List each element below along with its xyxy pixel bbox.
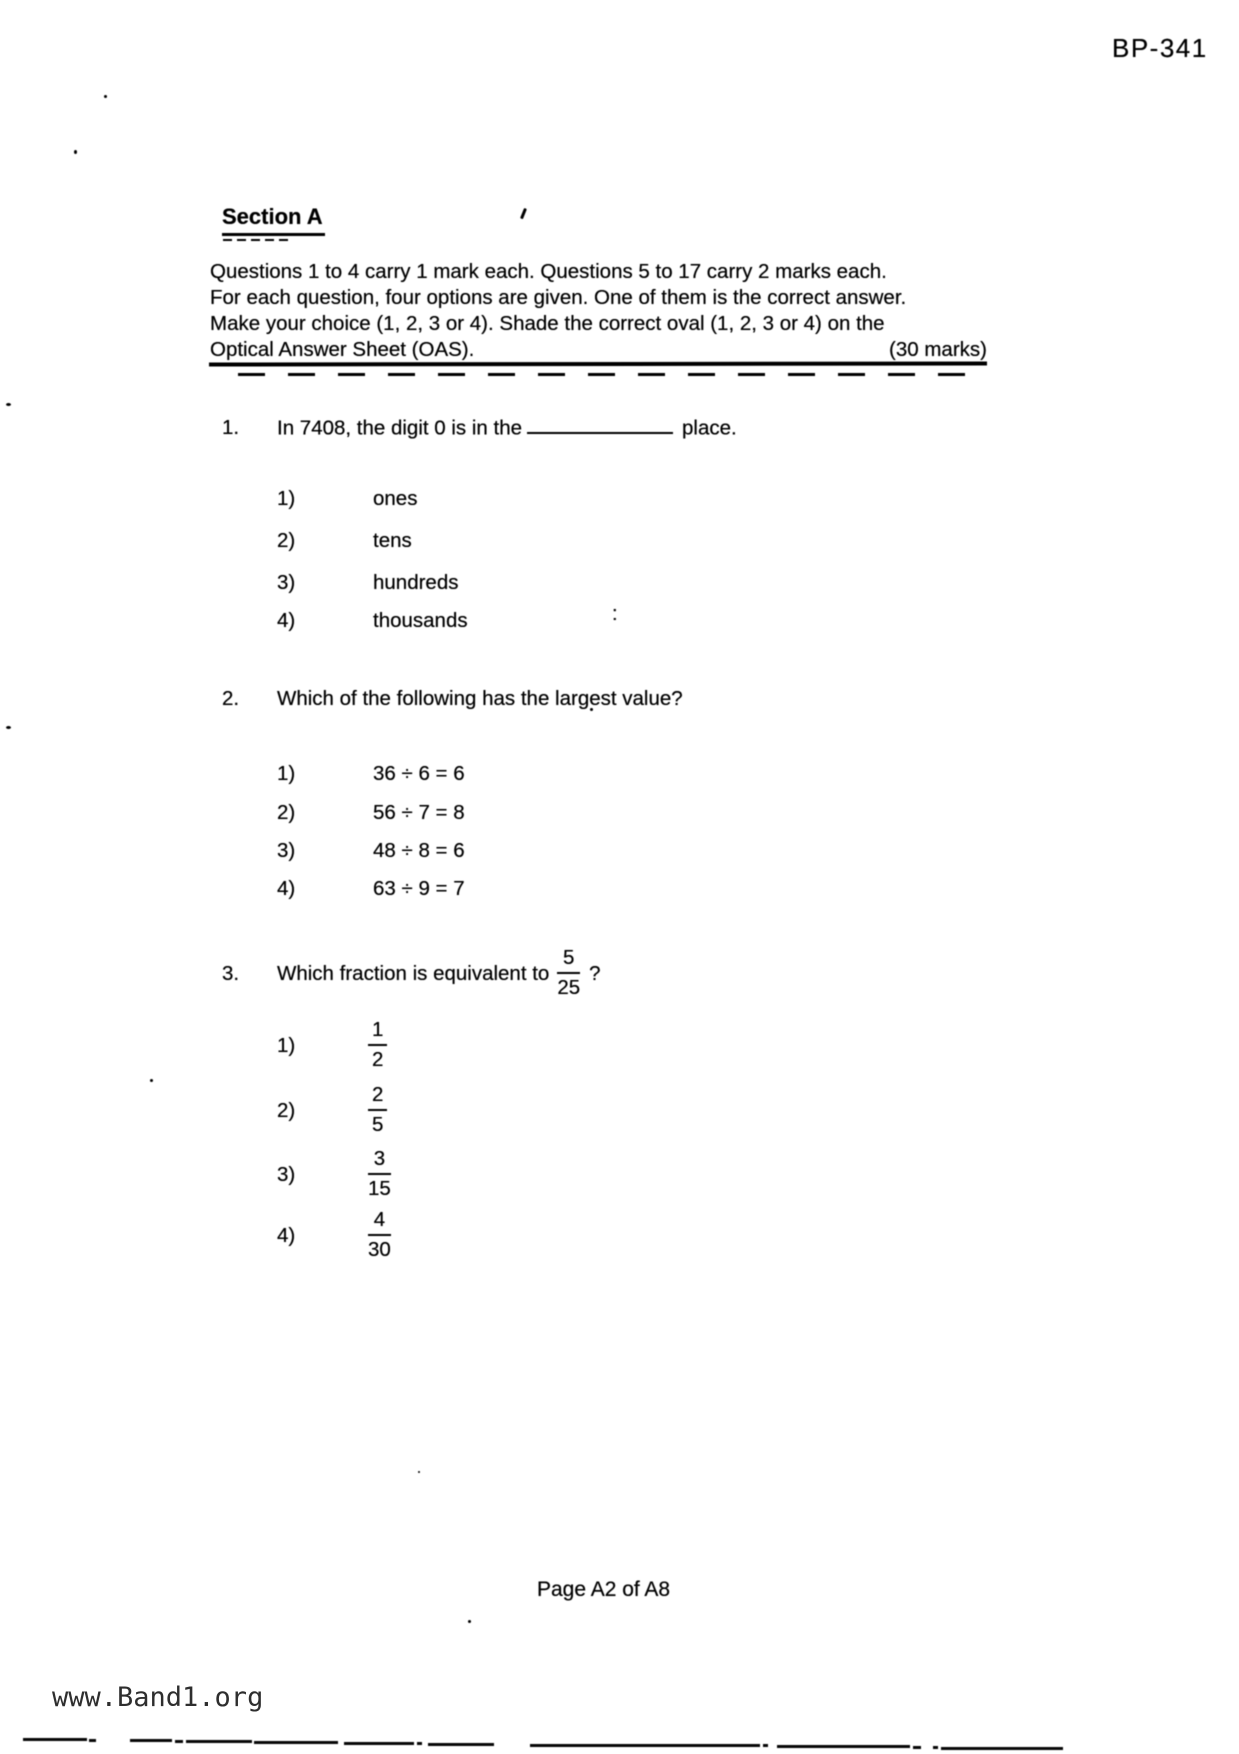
fraction [368,1147,391,1201]
scan-artifact-mark [520,208,526,219]
watermark: www.Band1.org [52,1682,264,1713]
instruction-line: For each question, four options are given. One of them is the correct answer. [210,286,907,309]
bottom-scan-line-segment [913,1746,921,1749]
fraction [368,1018,387,1072]
question-1 [222,413,737,440]
question-text-after-blank: place. [682,416,737,440]
option-row [277,528,412,553]
option-label: 3) [277,1162,296,1186]
colon-artifact: : [612,603,618,625]
section-title-underline-echo [223,239,293,241]
option-label: 4) [277,1223,296,1247]
question-3 [222,946,601,1000]
bottom-scan-line-segment [428,1743,494,1746]
fraction-denominator: 25 [557,976,581,999]
option-row [277,1018,387,1072]
option-row [277,838,465,863]
option-label: 3) [277,839,296,862]
instruction-line-text: Optical Answer Sheet (OAS). [210,338,475,361]
option-row [277,761,465,786]
bottom-scan-line-segment [89,1739,96,1742]
scan-speck [6,403,11,406]
scan-speck [150,1079,153,1082]
option-value: thousands [373,609,468,632]
instructions [210,259,987,363]
page-number-label: Page A2 of A8 [537,1578,671,1601]
fraction [368,1083,387,1137]
fraction-numerator: 3 [368,1147,391,1175]
option-value: hundreds [373,571,459,594]
bottom-scan-line-segment [933,1746,938,1749]
option-value: ones [373,487,418,510]
fraction-numerator: 1 [368,1018,387,1046]
option-value: tens [373,529,412,552]
question-number: 2. [222,687,240,710]
question-text: Which of the following has the largest value? [277,687,683,710]
fraction-numerator: 5 [557,946,580,974]
option-label: 1) [277,487,296,510]
section-title: Section A [222,204,325,236]
option-label: 3) [277,571,296,594]
option-label: 1) [277,762,296,785]
option-row [277,608,468,633]
fraction-denominator: 5 [372,1113,384,1136]
fraction-denominator: 30 [368,1238,391,1261]
option-value: 63 ÷ 9 = 7 [373,877,465,900]
fraction-numerator: 4 [368,1208,391,1236]
doc-code: BP-341 [1112,33,1208,63]
scan-speck [418,1471,420,1473]
bottom-scan-line-segment [417,1742,422,1745]
bottom-scan-line-segment [130,1739,172,1742]
option-label: 4) [277,609,296,632]
instruction-line [210,337,987,363]
question-number: 3. [222,961,240,985]
option-label: 2) [277,801,296,824]
section-divider [209,361,987,366]
option-row [277,570,458,595]
section-divider-echo [238,373,980,376]
fraction-denominator: 2 [372,1048,384,1071]
option-value: 48 ÷ 8 = 6 [373,839,465,862]
scan-speck [6,726,11,729]
option-row [277,800,465,825]
bottom-scan-line-segment [344,1742,414,1745]
scan-speck [74,150,77,154]
option-row [277,876,465,901]
marks-label: (30 marks) [889,338,987,361]
question-mark: ? [589,961,601,985]
instruction-line: Questions 1 to 4 carry 1 mark each. Questions 5 to 17 carry 2 marks each. [210,260,887,283]
option-label: 4) [277,877,296,900]
bottom-scan-line-segment [530,1744,760,1747]
option-label: 2) [277,1098,296,1122]
question-number: 1. [222,416,240,440]
bottom-scan-line-segment [175,1740,183,1743]
question-2 [222,686,683,711]
question-text: Which fraction is equivalent to [277,961,550,985]
option-row [277,1083,387,1137]
bottom-scan-line-segment [254,1741,338,1744]
option-label: 1) [277,1033,296,1057]
option-row [277,1208,391,1262]
fraction [557,946,580,1000]
bottom-scan-line-segment [777,1745,910,1748]
scan-speck [104,95,107,98]
fraction-numerator: 2 [368,1083,387,1111]
bottom-scan-line-segment [941,1747,1063,1750]
option-row [277,1147,391,1201]
option-label: 2) [277,529,296,552]
fraction [368,1208,391,1262]
answer-blank [527,413,673,434]
option-row [277,486,417,511]
option-value: 56 ÷ 7 = 8 [373,801,465,824]
bottom-scan-line-segment [763,1744,768,1747]
fraction-denominator: 15 [368,1177,391,1200]
question-text: In 7408, the digit 0 is in the [277,416,523,440]
instruction-line: Make your choice (1, 2, 3 or 4). Shade the correct oval (1, 2, 3 or 4) on the [210,312,885,335]
option-value: 36 ÷ 6 = 6 [373,762,465,785]
bottom-scan-line-segment [23,1738,87,1741]
bottom-scan-line-segment [186,1740,252,1743]
scan-speck [468,1620,471,1623]
